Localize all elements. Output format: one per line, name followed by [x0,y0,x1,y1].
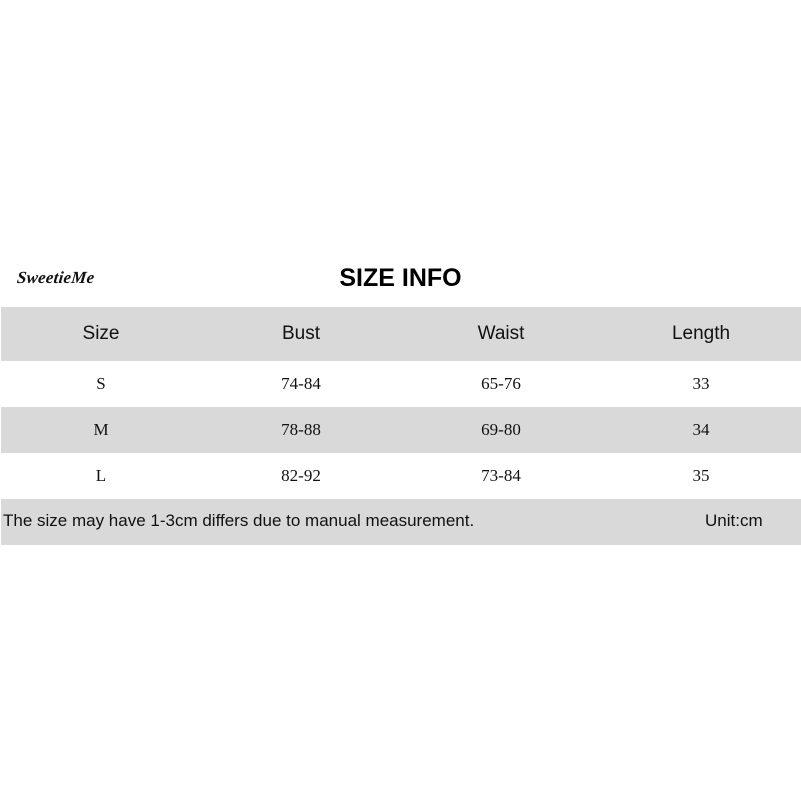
cell-waist: 73-84 [481,466,521,485]
header-cell-waist: Waist [477,323,525,344]
unit-label: Unit:cm [705,511,763,530]
header-cell-bust: Bust [281,323,321,344]
cell-waist: 65-76 [481,374,521,393]
page-title: SIZE INFO [339,264,462,292]
size-table [1,307,801,545]
cell-waist: 69-80 [481,420,521,439]
measurement-note-row [1,499,801,545]
table-row [1,407,801,453]
cell-bust: 82-92 [281,466,321,485]
header-cell-size: Size [82,323,120,344]
cell-size: S [96,374,106,393]
header-cell-length: Length [671,323,731,344]
table-row [1,361,801,407]
cell-size: M [93,420,109,439]
cell-length: 34 [692,420,710,439]
table-row [1,453,801,499]
cell-length: 33 [692,374,710,393]
cell-size: L [95,466,107,485]
measurement-note: The size may have 1-3cm differs due to manual measurement. [3,511,475,530]
brand-logo: SweetieMe [16,268,96,287]
cell-length: 35 [692,466,710,485]
cell-bust: 74-84 [281,374,321,393]
table-header-row [1,307,801,361]
cell-bust: 78-88 [281,420,321,439]
